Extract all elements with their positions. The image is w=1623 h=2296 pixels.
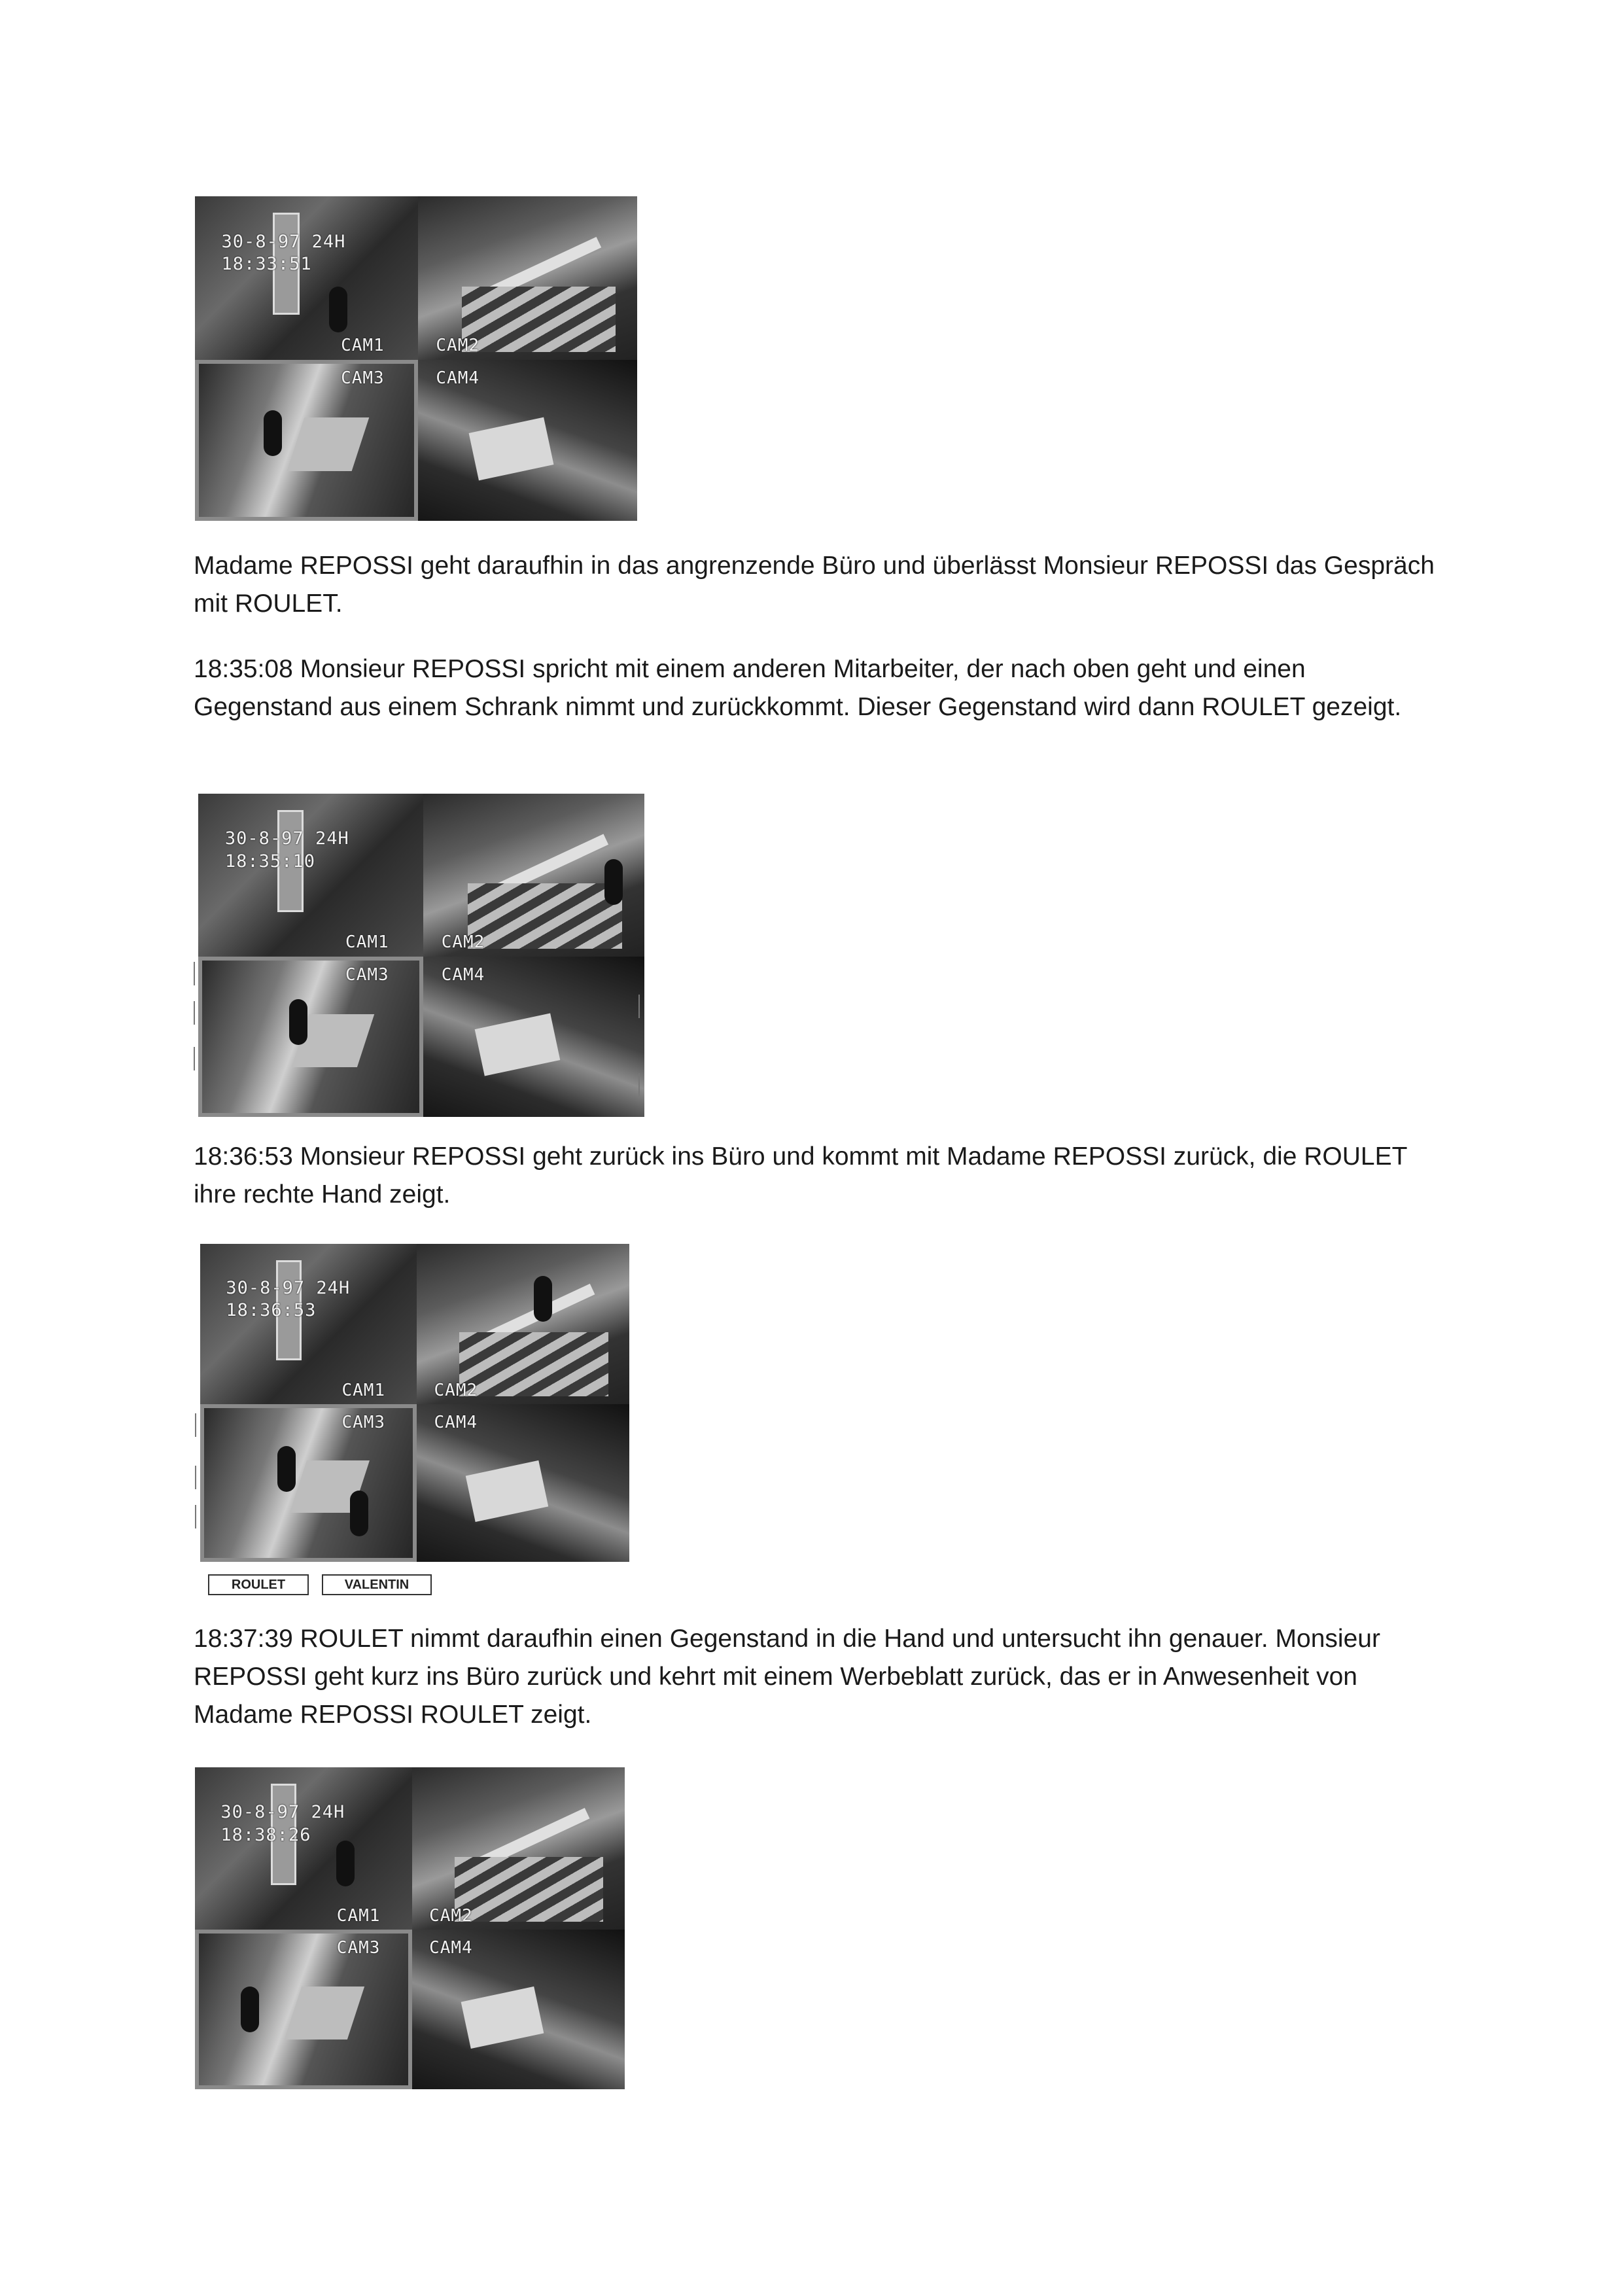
stairs-shape: [455, 1857, 604, 1922]
margin-tick: [195, 1505, 196, 1528]
cam4-label: CAM4: [429, 1937, 473, 1958]
person-shape: [329, 287, 347, 332]
cam1-view: [198, 794, 423, 957]
stairs-shape: [468, 883, 622, 949]
person-shape: [241, 1987, 259, 2032]
person-shape: [289, 999, 307, 1045]
person-shape: [336, 1841, 355, 1886]
cam3-view: [195, 360, 418, 521]
cam4-label: CAM4: [441, 964, 485, 985]
person-shape: [534, 1276, 552, 1322]
stairs-shape: [462, 287, 615, 352]
osd-date: 30-8-97 24H: [220, 1802, 345, 1823]
margin-tick: [195, 1413, 196, 1437]
paragraph-2: 18:35:08 Monsieur REPOSSI spricht mit einem anderen Mitarbeiter, der nach oben geht und einen Gegenstand aus einem Schrank nimmt und zurückkommt. Dieser Gegenstand wird dann ROULET gezeigt.: [194, 655, 1402, 721]
person-label-valentin: VALENTIN: [322, 1574, 432, 1595]
margin-tick: [195, 1466, 196, 1489]
cam2-label: CAM2: [441, 932, 485, 953]
paragraph-3: 18:36:53 Monsieur REPOSSI geht zurück ins Büro und kommt mit Madame REPOSSI zurück, die ROULET ihre rechte Hand zeigt.: [194, 1142, 1407, 1209]
cam2-label: CAM2: [434, 1380, 478, 1400]
margin-tick: [194, 1047, 195, 1070]
cctv-frame-2: [198, 794, 644, 1117]
cam1-view: [195, 196, 418, 360]
osd-date: 30-8-97 24H: [224, 828, 349, 849]
osd-time: 18:35:10: [224, 851, 315, 872]
margin-tick: [638, 1073, 640, 1097]
papers-shape: [474, 1014, 560, 1076]
osd-date: 30-8-97 24H: [226, 1278, 351, 1299]
person-shape: [604, 859, 623, 905]
cam3-view: [198, 957, 423, 1117]
cam1-label: CAM1: [345, 932, 389, 953]
paragraph-4: 18:37:39 ROULET nimmt daraufhin einen Gegenstand in die Hand und untersucht ihn genauer. Monsieur REPOSSI geht kurz ins Büro zurück und kehrt mit einem Werbeblatt zurück, das er in Anwesenheit von Madame REPOSSI ROULET zeigt.: [194, 1625, 1380, 1729]
desk-shape: [285, 1987, 364, 2040]
osd-time: 18:36:53: [226, 1300, 317, 1321]
person-shape: [277, 1446, 296, 1492]
stairs-shape: [459, 1332, 608, 1396]
papers-shape: [461, 1987, 544, 2049]
cam2-label: CAM2: [429, 1905, 473, 1926]
margin-tick: [194, 1001, 195, 1025]
cam4-label: CAM4: [436, 368, 480, 388]
cam3-label: CAM3: [345, 964, 389, 985]
margin-tick: [638, 995, 640, 1018]
cctv-frame-1: [195, 196, 637, 521]
papers-shape: [466, 1460, 548, 1522]
cam3-label: CAM3: [341, 1412, 386, 1432]
margin-tick: [194, 962, 195, 985]
cam3-label: CAM3: [341, 368, 385, 388]
cam3-label: CAM3: [336, 1937, 381, 1958]
cam2-label: CAM2: [436, 336, 480, 356]
person-shape: [264, 410, 282, 456]
cam4-label: CAM4: [434, 1412, 478, 1432]
cam1-label: CAM1: [341, 1380, 386, 1400]
paragraph-1: Madame REPOSSI geht daraufhin in das angrenzende Büro und überlässt Monsieur REPOSSI das Gespräch mit ROULET.: [194, 552, 1435, 618]
cctv-frame-3: [200, 1244, 629, 1562]
cam1-label: CAM1: [341, 336, 385, 356]
papers-shape: [469, 417, 554, 480]
osd-time: 18:33:51: [221, 254, 312, 275]
cctv-frame-4: [195, 1767, 625, 2089]
cam1-label: CAM1: [336, 1905, 381, 1926]
desk-shape: [287, 417, 369, 471]
osd-time: 18:38:26: [220, 1824, 311, 1845]
osd-date: 30-8-97 24H: [221, 231, 346, 252]
person-label-roulet: ROULET: [208, 1574, 309, 1595]
person-shape: [350, 1491, 368, 1536]
